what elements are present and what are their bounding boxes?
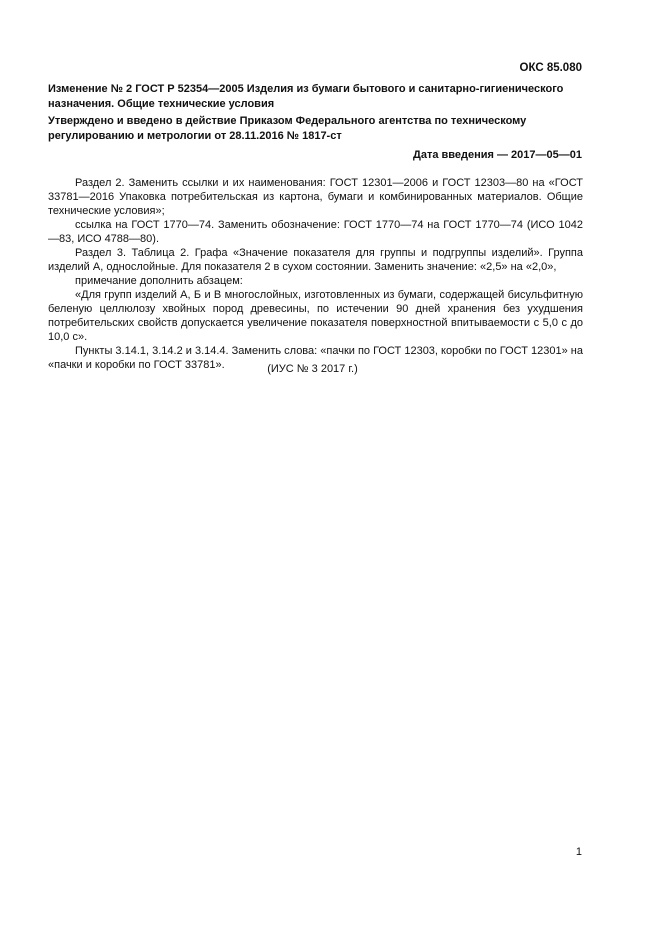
classification-code: ОКС 85.080 — [519, 62, 582, 74]
source-note — [0, 362, 661, 376]
paragraph-section-3: Раздел 3. Таблица 2. Графа «Значение показателя для группы и подгруппы изделий». Группа изделий А, однослойные. Для показателя 2 в сухом состоянии. Заменить значение: «2,5» на «2,0», — [48, 247, 583, 273]
paragraph-note-text: «Для групп изделий А, Б и В многослойных, изготовленных из бумаги, содержащей бисульфитную беленую целлюлозу хвойных пород древесины, по истечении 90 дней хранения без ухудшения потребительских свойств допускается увеличение показателя поверхностной впитываемости с 5,0 с до 10,0 с». — [48, 289, 583, 343]
amendment-title: Изменение № 2 ГОСТ Р 52354—2005 Изделия из бумаги бытового и санитарно-гигиенического назначения. Общие технические условия — [48, 83, 564, 110]
paragraph-note-intro: примечание дополнить абзацем: — [75, 275, 243, 287]
effective-date: Дата введения — 2017—05—01 — [413, 149, 582, 161]
source-note-text: (ИУС № 3 2017 г.) — [267, 363, 358, 375]
amendment-body — [48, 176, 583, 372]
approval-statement: Утверждено и введено в действие Приказом Федерального агентства по техническому регулированию и метрологии от 28.11.2016 № 1817-ст — [48, 115, 527, 142]
page-number: 1 — [575, 846, 582, 858]
paragraph-gost-1770: ссылка на ГОСТ 1770—74. Заменить обозначение: ГОСТ 1770—74 на ГОСТ 1770—74 (ИСО 1042—83, ИСО 4788—80). — [48, 219, 583, 245]
paragraph-items-3-14: Пункты 3.14.1, 3.14.2 и 3.14.4. Заменить слова: «пачки по ГОСТ 12303, коробки по ГОСТ 12301» на «пачки и коробки по ГОСТ 33781». — [48, 345, 583, 371]
paragraph-section-2: Раздел 2. Заменить ссылки и их наименования: ГОСТ 12301—2006 и ГОСТ 12303—80 на «ГОСТ 33781—2016 Упаковка потребительская из картона, бумаги и комбинированных материалов. Общие технические условия»; — [48, 177, 583, 217]
